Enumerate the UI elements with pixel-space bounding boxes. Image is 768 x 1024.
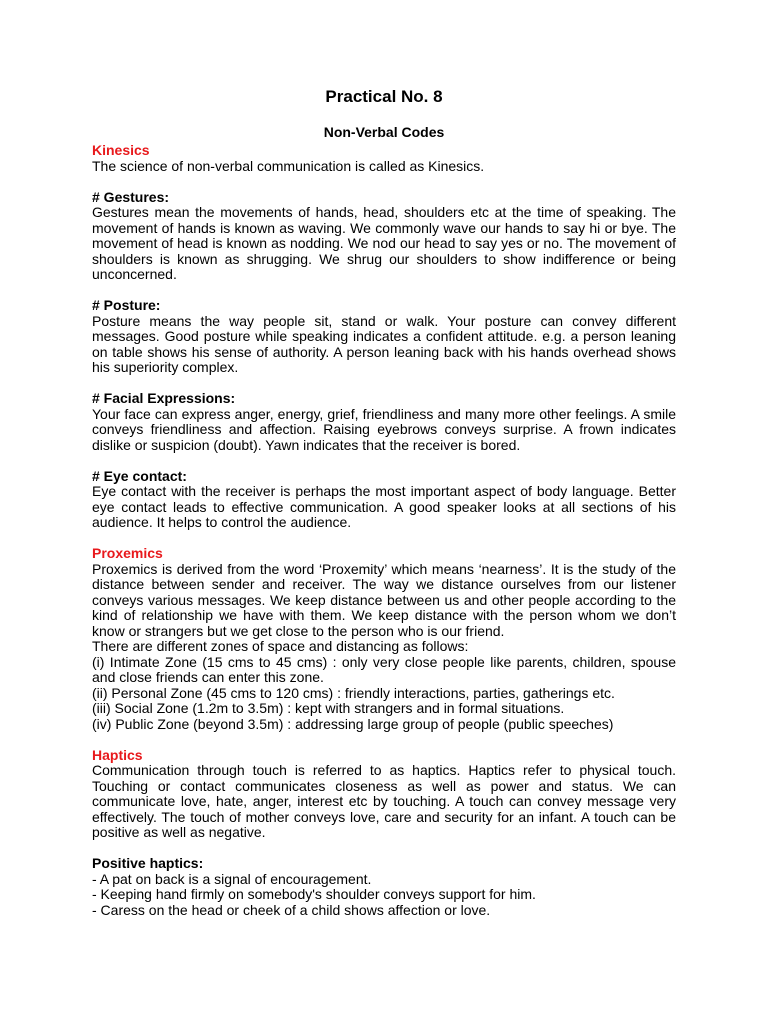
kinesics-intro: The science of non-verbal communication is called as Kinesics.	[92, 157, 485, 174]
positive-haptics-list	[92, 872, 676, 919]
zones-list	[92, 655, 676, 733]
page-title: Practical No. 8	[325, 87, 443, 106]
list-item: - Keeping hand firmly on somebody's shoulder conveys support for him.	[92, 886, 536, 902]
page-subtitle: Non-Verbal Codes	[323, 124, 445, 140]
subheading-positive-haptics: Positive haptics:	[92, 855, 204, 871]
section-heading-haptics: Haptics	[92, 746, 143, 763]
paragraph-posture: Posture means the way people sit, stand or walk. Your posture can convey different messages. Good posture while speaking indicates a confident attitude. e.g. a person leaning on table shows his sense of authority. A person leaning back with his hands overhead shows his superiority complex.	[92, 312, 676, 375]
subheading-eye-contact: # Eye contact:	[92, 467, 187, 484]
section-heading-kinesics: Kinesics	[92, 142, 150, 158]
paragraph-proxemics: Proxemics is derived from the word ‘Proxemity’ which means ‘nearness’. It is the study of the distance between sender and receiver. The way we distance ourselves from our listener conveys various messages. We keep distance between us and other people according to the kind of relationship we have with them. We keep distance with the person whom we don’t know or strangers but we get close to the person who is our friend.	[92, 560, 676, 639]
paragraph-gestures: Gestures mean the movements of hands, head, shoulders etc at the time of speaking. The movement of hands is known as waving. We commonly wave our hands to say hi or bye. The movement of head is known as nodding. We nod our head to say yes or no. The movement of shoulders is known as shrugging. We shrug our shoulders to show indifference or being unconcerned.	[92, 204, 676, 282]
list-item: (iii) Social Zone (1.2m to 3.5m) : kept with strangers and in formal situations.	[92, 700, 565, 716]
list-item: - A pat on back is a signal of encouragement.	[92, 870, 372, 887]
subheading-posture: # Posture:	[92, 297, 161, 313]
paragraph-eye-contact: Eye contact with the receiver is perhaps the most important aspect of body language. Better eye contact leads to effective communication. A good speaker looks at all sections of his audience. It helps to control the audience.	[92, 483, 676, 530]
document-page	[92, 86, 676, 918]
list-item: (iv) Public Zone (beyond 3.5m) : addressing large group of people (public speeches)	[92, 715, 614, 732]
subheading-facial-expressions: # Facial Expressions:	[92, 390, 236, 406]
list-item: - Caress on the head or cheek of a child shows affection or love.	[92, 901, 491, 918]
zones-intro: There are different zones of space and distancing as follows:	[92, 638, 469, 654]
subheading-gestures: # Gestures:	[92, 188, 170, 205]
list-item: (ii) Personal Zone (45 cms to 120 cms) : friendly interactions, parties, gatherings etc.	[92, 684, 615, 701]
section-heading-proxemics: Proxemics	[92, 545, 163, 561]
paragraph-facial-expressions: Your face can express anger, energy, grief, friendliness and many more other feelings. A smile conveys friendliness and affection. Raising eyebrows conveys surprise. A frown indicates dislike or suspicion (doubt). Yawn indicates that the receiver is bored.	[92, 405, 676, 453]
paragraph-haptics: Communication through touch is referred to as haptics. Haptics refer to physical touch. Touching or contact communicates closeness as well as power and status. We can communicate love, hate, anger, interest etc by touching. A touch can convey message very effectively. The touch of mother conveys love, care and security for an infant. A touch can be positive as well as negative.	[92, 762, 676, 840]
list-item: (i) Intimate Zone (15 cms to 45 cms) : only very close people like parents, children, spouse and close friends can enter this zone.	[92, 653, 676, 685]
